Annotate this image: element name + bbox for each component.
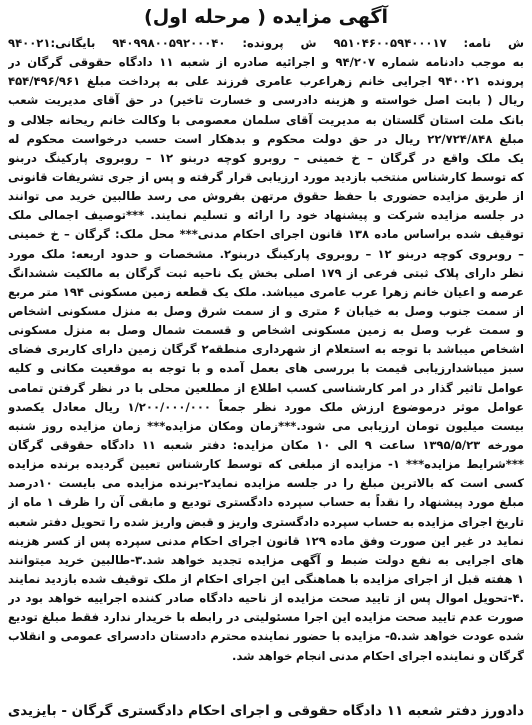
notice-body-line: پرونده ۹۴۰۰۲۱ اجرایی خانم زهراعرب عامری فرزند علی به پرداخت مبلغ ۴۵۴/۴۹۶/۹۶۱	[8, 74, 524, 89]
notice-body-line: مبلغ ۲۲/۷۲۴/۸۴۸ ریال در حق دولت محکوم و بدهکار است حسب درخواست محکوم له	[8, 131, 524, 146]
notice-title: آگهی مزایده ( مرحله اول)	[144, 6, 388, 28]
notice-body-line: از سمت جنوب وصل به خیابان ۶ متری و از سمت شرق وصل به منزل مسکونی اشخاص	[8, 303, 524, 318]
notice-body-line: عوامل تاثیر گذار در امر کارشناسی کسب اطلاع از مطلعین محلی با در نظر گرفتن تمامی	[8, 380, 524, 395]
notice-body-line: عرصه و اعیان خانم زهرا عرب عامری میباشد. ملک یک قطعه زمین مسکونی ۱۹۴ متر مربع	[8, 284, 524, 299]
notice-body-line: بیست میلیون تومان ارزیابی می شود.***زمان ومکان مزایده*** زمان مزایده روز شنبه	[8, 418, 524, 433]
notice-body-line: مورخه ۱۳۹۵/۵/۲۳ ساعت ۹ الی ۱۰ مکان مزایده: دفتر شعبه ۱۱ دادگاه حقوقی گرگان	[8, 437, 524, 452]
notice-body-line: تاریخ اجرای مزایده به حساب سپرده دادگستری واریز و قبض واریز شده را تحویل دفتر شعبه	[8, 514, 524, 529]
notice-body-line: مبلغ مورد پیشنهاد را نقداً به حساب سپرده دادگستری تودیع و مابقی آن را ظرف ۱ ماه از	[8, 495, 524, 510]
notice-body-line: در جلسه مزایده شرکت و پیشنهاد خود را ارائه و تسلیم نمایند. ***توصیف اجمالی ملک	[8, 208, 524, 223]
notice-body-line: سبز میباشدارزیابی قیمت با بررسی های بعمل آمده و با توجه به موقعیت مکانی و کلیه	[8, 361, 524, 376]
notice-body-line: .۴-تحویل اموال پس از تایید صحت مزایده از ناحیه دادگاه صادر کننده اجراییه خواهد بود در	[8, 591, 524, 606]
notice-body-line: ۱ هفته قبل از اجرای مزایده با هماهنگی این اجرای احکام از ملک توقیف شده بازدید نمایند	[8, 571, 524, 586]
notice-body-line: های اجرایی به نفع دولت ضبط و آگهی مزایده تجدید خواهد شد.۳-طالبین خرید میتوانند	[8, 552, 524, 567]
notice-body-line: به موجب دادنامه شماره ۹۴/۲۰۷ و اجرائیه صادره از شعبه ۱۱ دادگاه حقوقی گرگان در	[8, 55, 524, 70]
notice-body-line: گرگان و نماینده اجرای احکام مدنی انجام خواهد شد.	[232, 648, 524, 663]
notice-body-line: یک ملک واقع در گرگان – خ خمینی – روبرو کوچه دربنو ۱۲ – روبروی پارکینگ دربنو	[8, 150, 524, 165]
notice-signature: دادورز دفتر شعبه ۱۱ دادگاه حقوقی و اجرای احکام دادگستری گرگان - بایزیدی	[7, 703, 524, 719]
notice-body-line: نماید در غیر این صورت وفق ماده ۱۲۹ قانون اجرای احکام مدنی سپرده پس از کسر هزینه	[8, 533, 524, 548]
notice-body-line: شده عودت خواهد شد.۵- مزایده با حضور نماینده محترم دادستان دادسرای عمومی و انقلاب	[8, 629, 524, 644]
notice-body-line: و سمت غرب وصل به زمین مسکونی اشخاص و قسمت شمال وصل به منزل مسکونی	[8, 323, 524, 338]
notice-body-line: از طریق مزایده حضوری با حفظ حقوق مرتهن بفروش می رسد طالبین خرید می توانند	[8, 189, 524, 204]
notice-body-line: اشخاص میباشد با توجه به استعلام از شهرداری منطقه۲ گرگان زمین دارای کاربری فضای	[8, 342, 524, 357]
notice-body-line: نظر دارای پلاک ثبتی فرعی از ۱۷۹ اصلی بخش یک ناحیه ثبت گرگان به مالکیت ششدانگ	[8, 265, 524, 280]
notice-body-line: ریال ( بابت اصل خواسته و هزینه دادرسی و خسارت تاخیر) در حق آقای مدیریت شعب	[8, 93, 524, 108]
notice-body-line: صورت عدم تایید صحت مزایده این اجرا مسئولیتی در رابطه با خریدار ندارد فقط مبلغ تودیع	[8, 610, 524, 625]
notice-body-line: ***شرایط مزایده*** ۱- مزایده از مبلغی که توسط کارشناس تعیین گردیده برنده مزایده	[8, 457, 524, 472]
notice-body-line: توقیف شده براساس ماده ۱۳۸ قانون اجرای احکام مدنی*** محل ملک: گرگان – خ خمینی	[8, 227, 524, 242]
notice-body-line: که توسط کارشناس منتخب بازدید مورد ارزیابی قرار گرفته و پس از جری تشریفات قانونی	[8, 169, 524, 184]
notice-body	[8, 34, 524, 666]
notice-body-line: – روبروی کوچه دربنو ۱۲ – روبروی پارکینگ دربنو۲. مشخصات و حدود اربعه: ملک مورد	[8, 246, 524, 261]
notice-body-line: کسی است که بالاترین مبلغ را در جلسه مزایده نماید۲-برنده مزایده می بایست ۱۰درصد	[8, 476, 524, 491]
notice-body-line: عوامل موثر درموضوع ارزش ملک مورد نظر جمعاً ۱/۲۰۰/۰۰۰/۰۰۰ ریال معادل یکصدو	[8, 399, 524, 414]
notice-body-line: بانک ملت استان گلستان به مدیریت آقای سلمان معصومی با وکالت خانم ریحانه جلالی و	[8, 112, 524, 127]
notice-body-line: ش نامه: ۹۵۱۰۴۶۰۰۵۹۴۰۰۰۱۷ ش پرونده: ۹۴۰۹۹۸۰۰۵۹۲۰۰۰۴۰ بایگانی:۹۴۰۰۲۱	[8, 36, 524, 50]
